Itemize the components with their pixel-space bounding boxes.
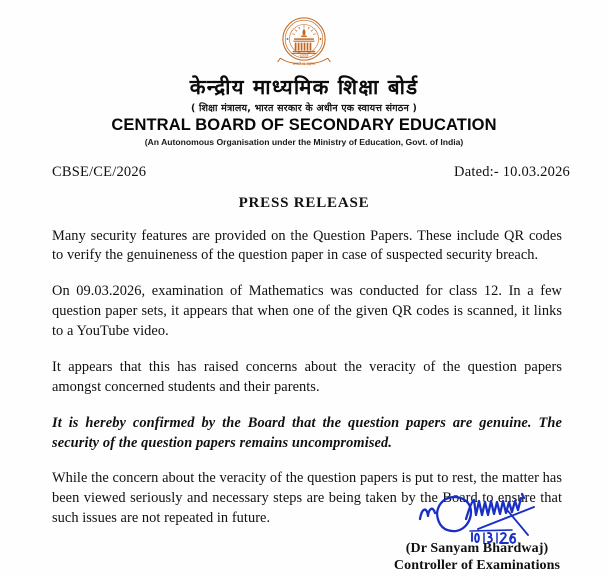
letterhead xyxy=(0,0,608,147)
paragraph-5: While the concern about the veracity of the question papers is put to rest, the matter has been viewed seriously and necessary steps are being taken by the Board to ensure that such issues are not repeated in future. xyxy=(52,470,562,527)
paragraph-1: Many security features are provided on the Question Papers. These include QR codes to verify the genuineness of the question paper in case of suspected security breach. xyxy=(52,227,562,264)
svg-text:भारत: भारत xyxy=(299,54,309,60)
signature-image-container xyxy=(362,493,592,541)
signature-block xyxy=(362,493,592,574)
paragraph-4-emphasis: It is hereby confirmed by the Board that the question papers are genuine. The security of the question papers remains uncompromised. xyxy=(52,414,562,451)
cbse-emblem-icon xyxy=(271,8,337,74)
board-subtitle-hindi: ( शिक्षा मंत्रालय, भारत सरकार के अधीन एक स्वायत्त संगठन ) xyxy=(190,102,418,114)
board-name-english: CENTRAL BOARD OF SECONDARY EDUCATION xyxy=(111,115,497,134)
paragraph-2: On 09.03.2026, examination of Mathematics was conducted for class 12. In a few question paper sets, it appears that when one of the given QR codes is scanned, it links to a YouTube video. xyxy=(52,283,562,340)
handwritten-signature-icon xyxy=(416,489,566,545)
signatory-designation: Controller of Examinations xyxy=(393,558,561,573)
paragraph-3: It appears that this has raised concerns about the veracity of the question papers amongst concerned students and their parents. xyxy=(52,358,562,395)
board-name-hindi: केन्द्रीय माध्यमिक शिक्षा बोर्ड xyxy=(189,75,419,99)
emblem-container xyxy=(0,6,608,76)
reference-row xyxy=(52,164,570,181)
svg-text:असतो मा सद्गमय: असतो मा सद्गमय xyxy=(292,61,316,66)
reference-number: CBSE/CE/2026 xyxy=(52,163,147,180)
document-title: PRESS RELEASE xyxy=(238,194,370,211)
signatory-name: (Dr Sanyam Bhardwaj) xyxy=(405,541,549,556)
document-date: Dated:- 10.03.2026 xyxy=(454,163,570,180)
board-subtitle-english: (An Autonomous Organisation under the Ministry of Education, Govt. of India) xyxy=(144,136,464,147)
document-body xyxy=(52,227,562,530)
